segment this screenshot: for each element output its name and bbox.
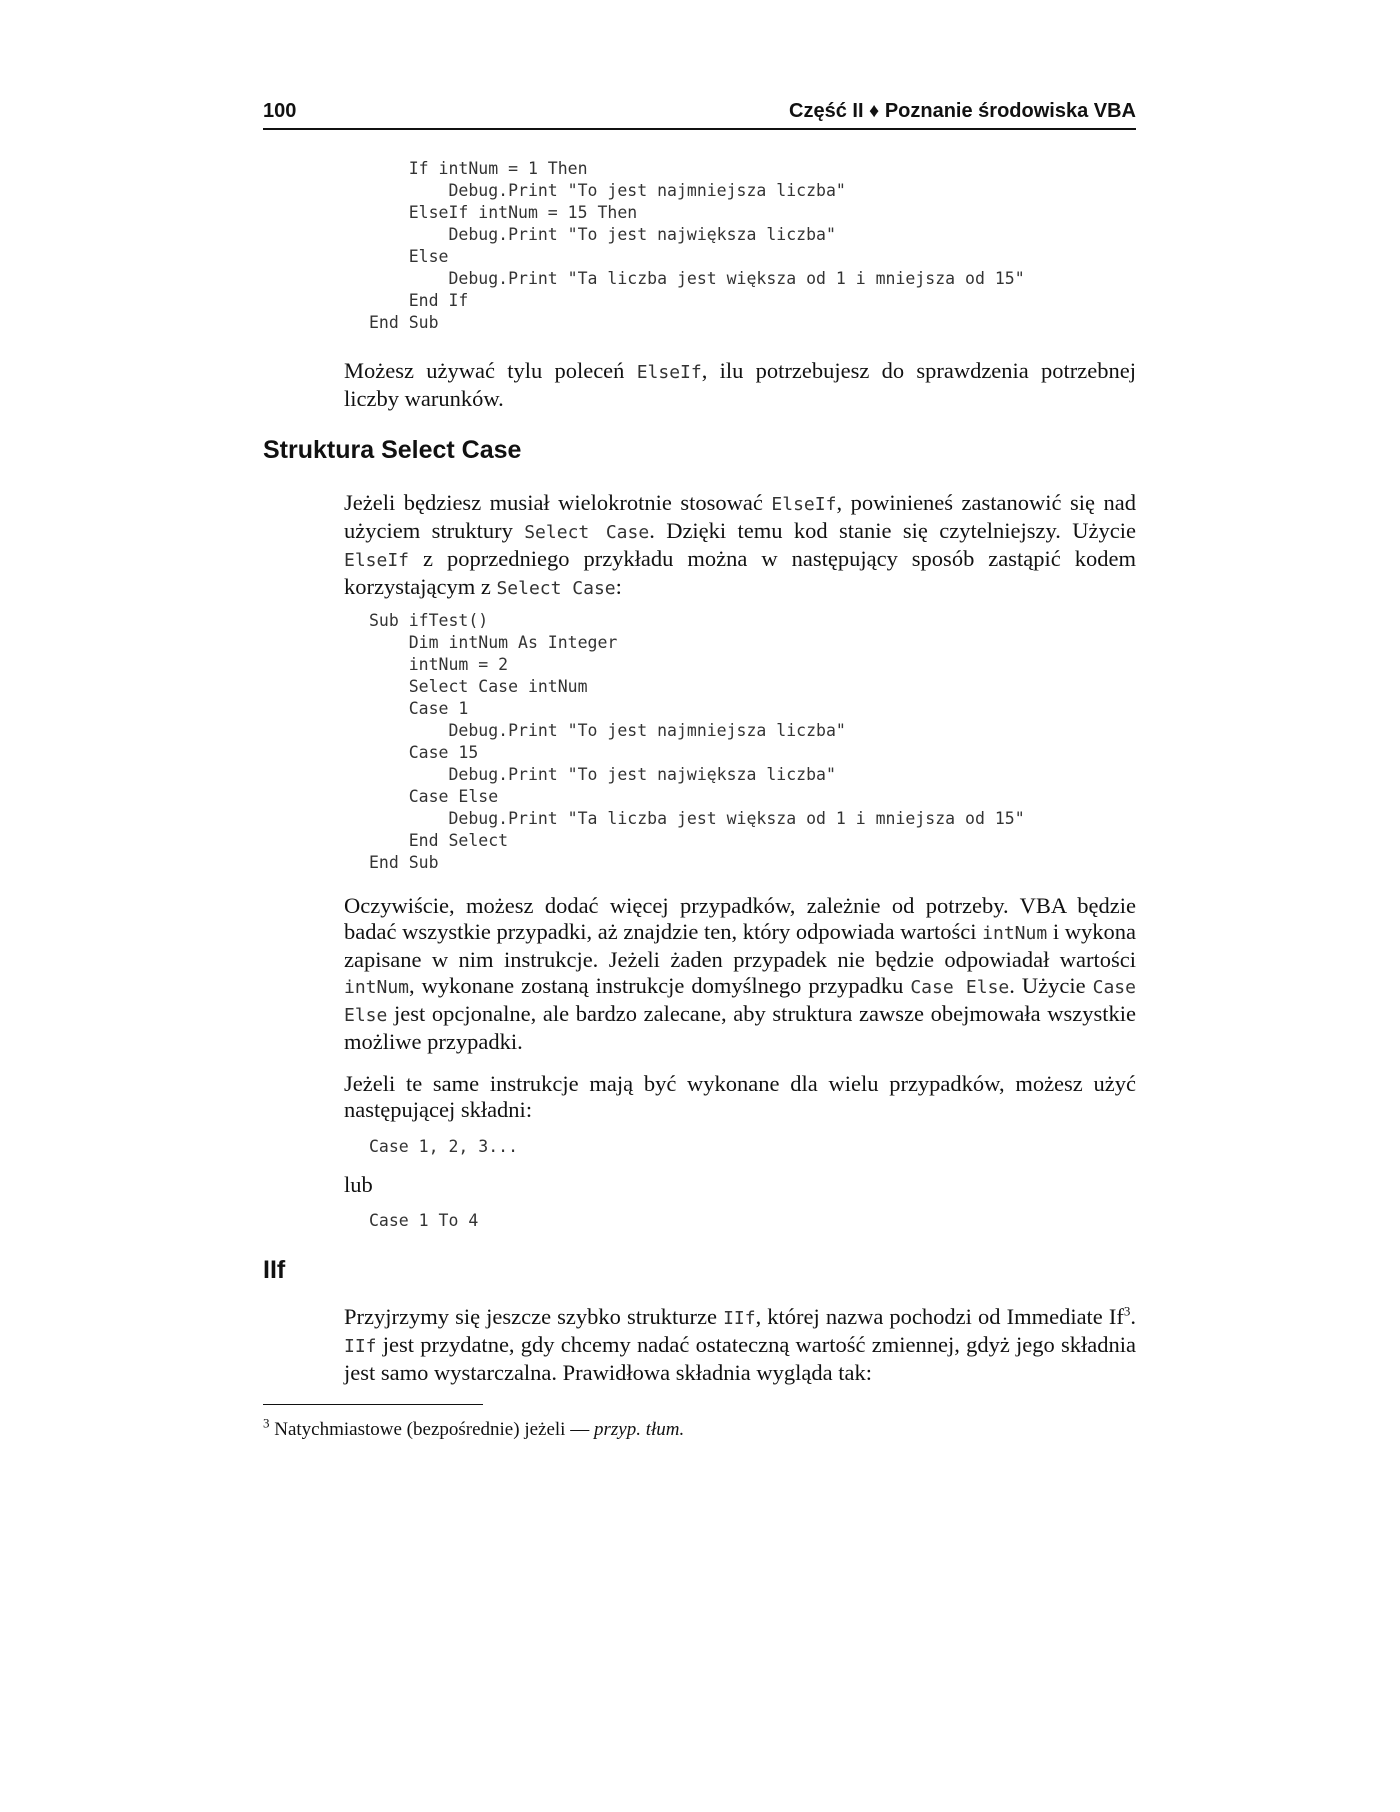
paragraph-elseif-usage xyxy=(344,358,1136,412)
code-line: Debug.Print "To jest najmniejsza liczba" xyxy=(369,721,846,740)
running-header xyxy=(263,98,1136,130)
footnote-divider xyxy=(263,1404,483,1405)
footnote-translator-note: przyp. tłum. xyxy=(593,1419,685,1440)
code-line: Case Else xyxy=(369,787,499,806)
inline-code: IIf xyxy=(723,1308,756,1329)
footnote-mark: 3 xyxy=(263,1415,270,1431)
page-number: 100 xyxy=(263,100,297,122)
code-line: intNum = 2 xyxy=(369,655,509,674)
footnote-text: Natychmiastowe (bezpośrednie) jeżeli — xyxy=(269,1419,594,1440)
text-run: Przyjrzymy się jeszcze szybko strukturze xyxy=(344,1304,724,1329)
code-line: Else xyxy=(369,247,449,266)
code-line: End Sub xyxy=(369,313,439,332)
code-line: End If xyxy=(369,291,469,310)
code-line: Debug.Print "To jest największa liczba" xyxy=(369,765,836,784)
inline-code: ElseIf xyxy=(344,550,410,571)
footnote xyxy=(263,1415,685,1442)
code-line: Dim intNum As Integer xyxy=(369,633,618,652)
code-line: Select Case intNum xyxy=(369,677,588,696)
inline-code: Select Case xyxy=(524,522,650,543)
section-title: Część II ♦ Poznanie środowiska VBA xyxy=(789,100,1136,122)
text-run: , wykonane zostaną instrukcje domyślnego przypadku xyxy=(409,973,911,998)
inline-code: Case Else xyxy=(910,977,1010,998)
code-line: If intNum = 1 Then xyxy=(369,159,588,178)
code-line: ElseIf intNum = 15 Then xyxy=(369,203,638,222)
code-line: End Select xyxy=(369,831,509,850)
inline-code: intNum xyxy=(344,977,410,998)
text-run: jest przydatne, gdy chcemy nadać ostateczną wartość zmiennej, gdyż jego składnia jest samo wystarczalna. Prawidłowa składnia wygląda tak: xyxy=(344,1332,1136,1385)
code-line-case-list: Case 1, 2, 3... xyxy=(369,1137,519,1156)
inline-code: ElseIf xyxy=(771,494,837,515)
paragraph-case-else-explanation xyxy=(344,893,1136,1055)
text-run: z poprzedniego przykładu można w następujący sposób zastąpić kodem korzystającym z xyxy=(344,546,1136,599)
code-line: Debug.Print "To jest najmniejsza liczba" xyxy=(369,181,846,200)
code-line: Case 15 xyxy=(369,743,479,762)
footnote-reference[interactable]: 3 xyxy=(1123,1303,1131,1319)
code-line: Debug.Print "Ta liczba jest większa od 1 i mniejsza od 15" xyxy=(369,269,1025,288)
text-run: , ilu potrzebujesz do sprawdzenia potrzebnej liczby warunków. xyxy=(344,358,1136,411)
text-run: Możesz używać tylu poleceń xyxy=(344,358,637,383)
text-run: . Dzięki temu kod stanie się czytelniejszy. Użycie xyxy=(649,518,1136,543)
paragraph-or: lub xyxy=(344,1172,373,1197)
code-line: Debug.Print "To jest największa liczba" xyxy=(369,225,836,244)
text-run: . Użycie xyxy=(1009,973,1093,998)
paragraph-iif-intro xyxy=(344,1304,1136,1386)
paragraph-select-case-intro xyxy=(344,490,1136,602)
inline-code: Select Case xyxy=(496,578,616,599)
code-line: End Sub xyxy=(369,853,439,872)
text-run: Jeżeli będziesz musiał wielokrotnie stosować xyxy=(344,490,772,515)
inline-code: Case Else xyxy=(344,977,1136,1026)
code-line-case-range: Case 1 To 4 xyxy=(369,1211,479,1230)
code-block-if-elseif xyxy=(369,158,1025,334)
text-run: , powinieneś zastanowić się nad użyciem struktury xyxy=(344,490,1136,543)
text-run: jest opcjonalne, ale bardzo zalecane, aby struktura zawsze obejmowała wszystkie możliwe przypadki. xyxy=(344,1001,1136,1054)
paragraph-multiple-cases: Jeżeli te same instrukcje mają być wykonane dla wielu przypadków, możesz użyć następującej składni: xyxy=(344,1071,1136,1122)
code-line: Debug.Print "Ta liczba jest większa od 1 i mniejsza od 15" xyxy=(369,809,1025,828)
text-run: : xyxy=(615,574,622,599)
text-run: i wykona zapisane w nim instrukcje. Jeżeli żaden przypadek nie będzie odpowiadał wartości xyxy=(344,919,1136,972)
text-run: , której nazwa pochodzi od Immediate If xyxy=(755,1304,1124,1329)
inline-code: ElseIf xyxy=(636,362,702,383)
code-line: Sub ifTest() xyxy=(369,611,489,630)
inline-code: IIf xyxy=(344,1336,377,1357)
text-run: . xyxy=(1130,1304,1136,1329)
code-line: Case 1 xyxy=(369,699,469,718)
inline-code: intNum xyxy=(982,923,1048,944)
heading-iif: IIf xyxy=(263,1256,286,1284)
heading-select-case: Struktura Select Case xyxy=(263,436,522,464)
code-block-select-case xyxy=(369,610,1025,874)
text-run: Oczywiście, możesz dodać więcej przypadków, zależnie od potrzeby. VBA będzie badać wszystkie przypadki, aż znajdzie ten, który odpowiada wartości xyxy=(344,893,1136,944)
